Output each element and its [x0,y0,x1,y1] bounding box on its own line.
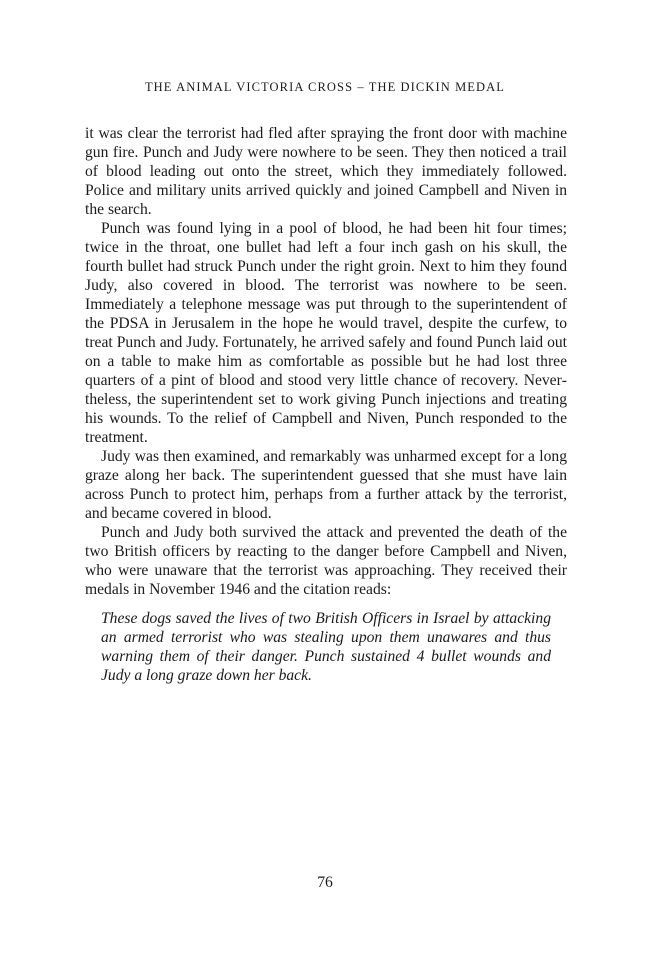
paragraph-judy-examined: Judy was then examined, and remarkably was unharmed except for a long graze along her back. The superintendent guessed that she must have lain across Punch to protect him, perhaps from a further attack by the terrorist, and became covered in blood. [85,448,567,522]
medal-citation: These dogs saved the lives of two British Officers in Israel by attacking an armed terrorist who was stealing upon them unawares and thus warning them of their danger. Punch sustained 4 bullet wounds and Judy a long graze down her back. [101,610,551,684]
paragraph-punch-found: Punch was found lying in a pool of blood, he had been hit four times; twice in the throat, one bullet had left a four inch gash on his skull, the fourth bullet had struck Punch under the right groin. Next to him they found Judy, also covered in blood. The terrorist was nowhere to be seen. Immediately a telephone message was put through to the superintendent of the PDSA in Jerusalem in the hope he would travel, despite the curfew, to treat Punch and Judy. Fortunately, he arrived safely and found Punch laid out on a table to make him as comfortable as possible but he had lost three quarters of a pint of blood and stood very little chance of recovery. Nevertheless, the superintendent set to work giving Punch injections and treating his wounds. To the relief of Campbell and Niven, Punch responded to the treatment. [85,220,567,446]
page-number: 76 [317,874,333,891]
running-head: THE ANIMAL VICTORIA CROSS – THE DICKIN MEDAL [144,80,506,94]
paragraph-continued: it was clear the terrorist had fled after spraying the front door with machine gun fire. Punch and Judy were nowhere to be seen. They then noticed a trail of blood leading out onto the street, which they immediately followed. Police and military units arrived quickly and joined Campbell and Niven in the search. [85,125,567,218]
body-text [85,124,567,685]
paragraph-medals: Punch and Judy both survived the attack and prevented the death of the two British officers by reacting to the danger before Campbell and Niven, who were unaware that the terrorist was approaching. They received their medals in November 1946 and the citation reads: [85,524,567,598]
